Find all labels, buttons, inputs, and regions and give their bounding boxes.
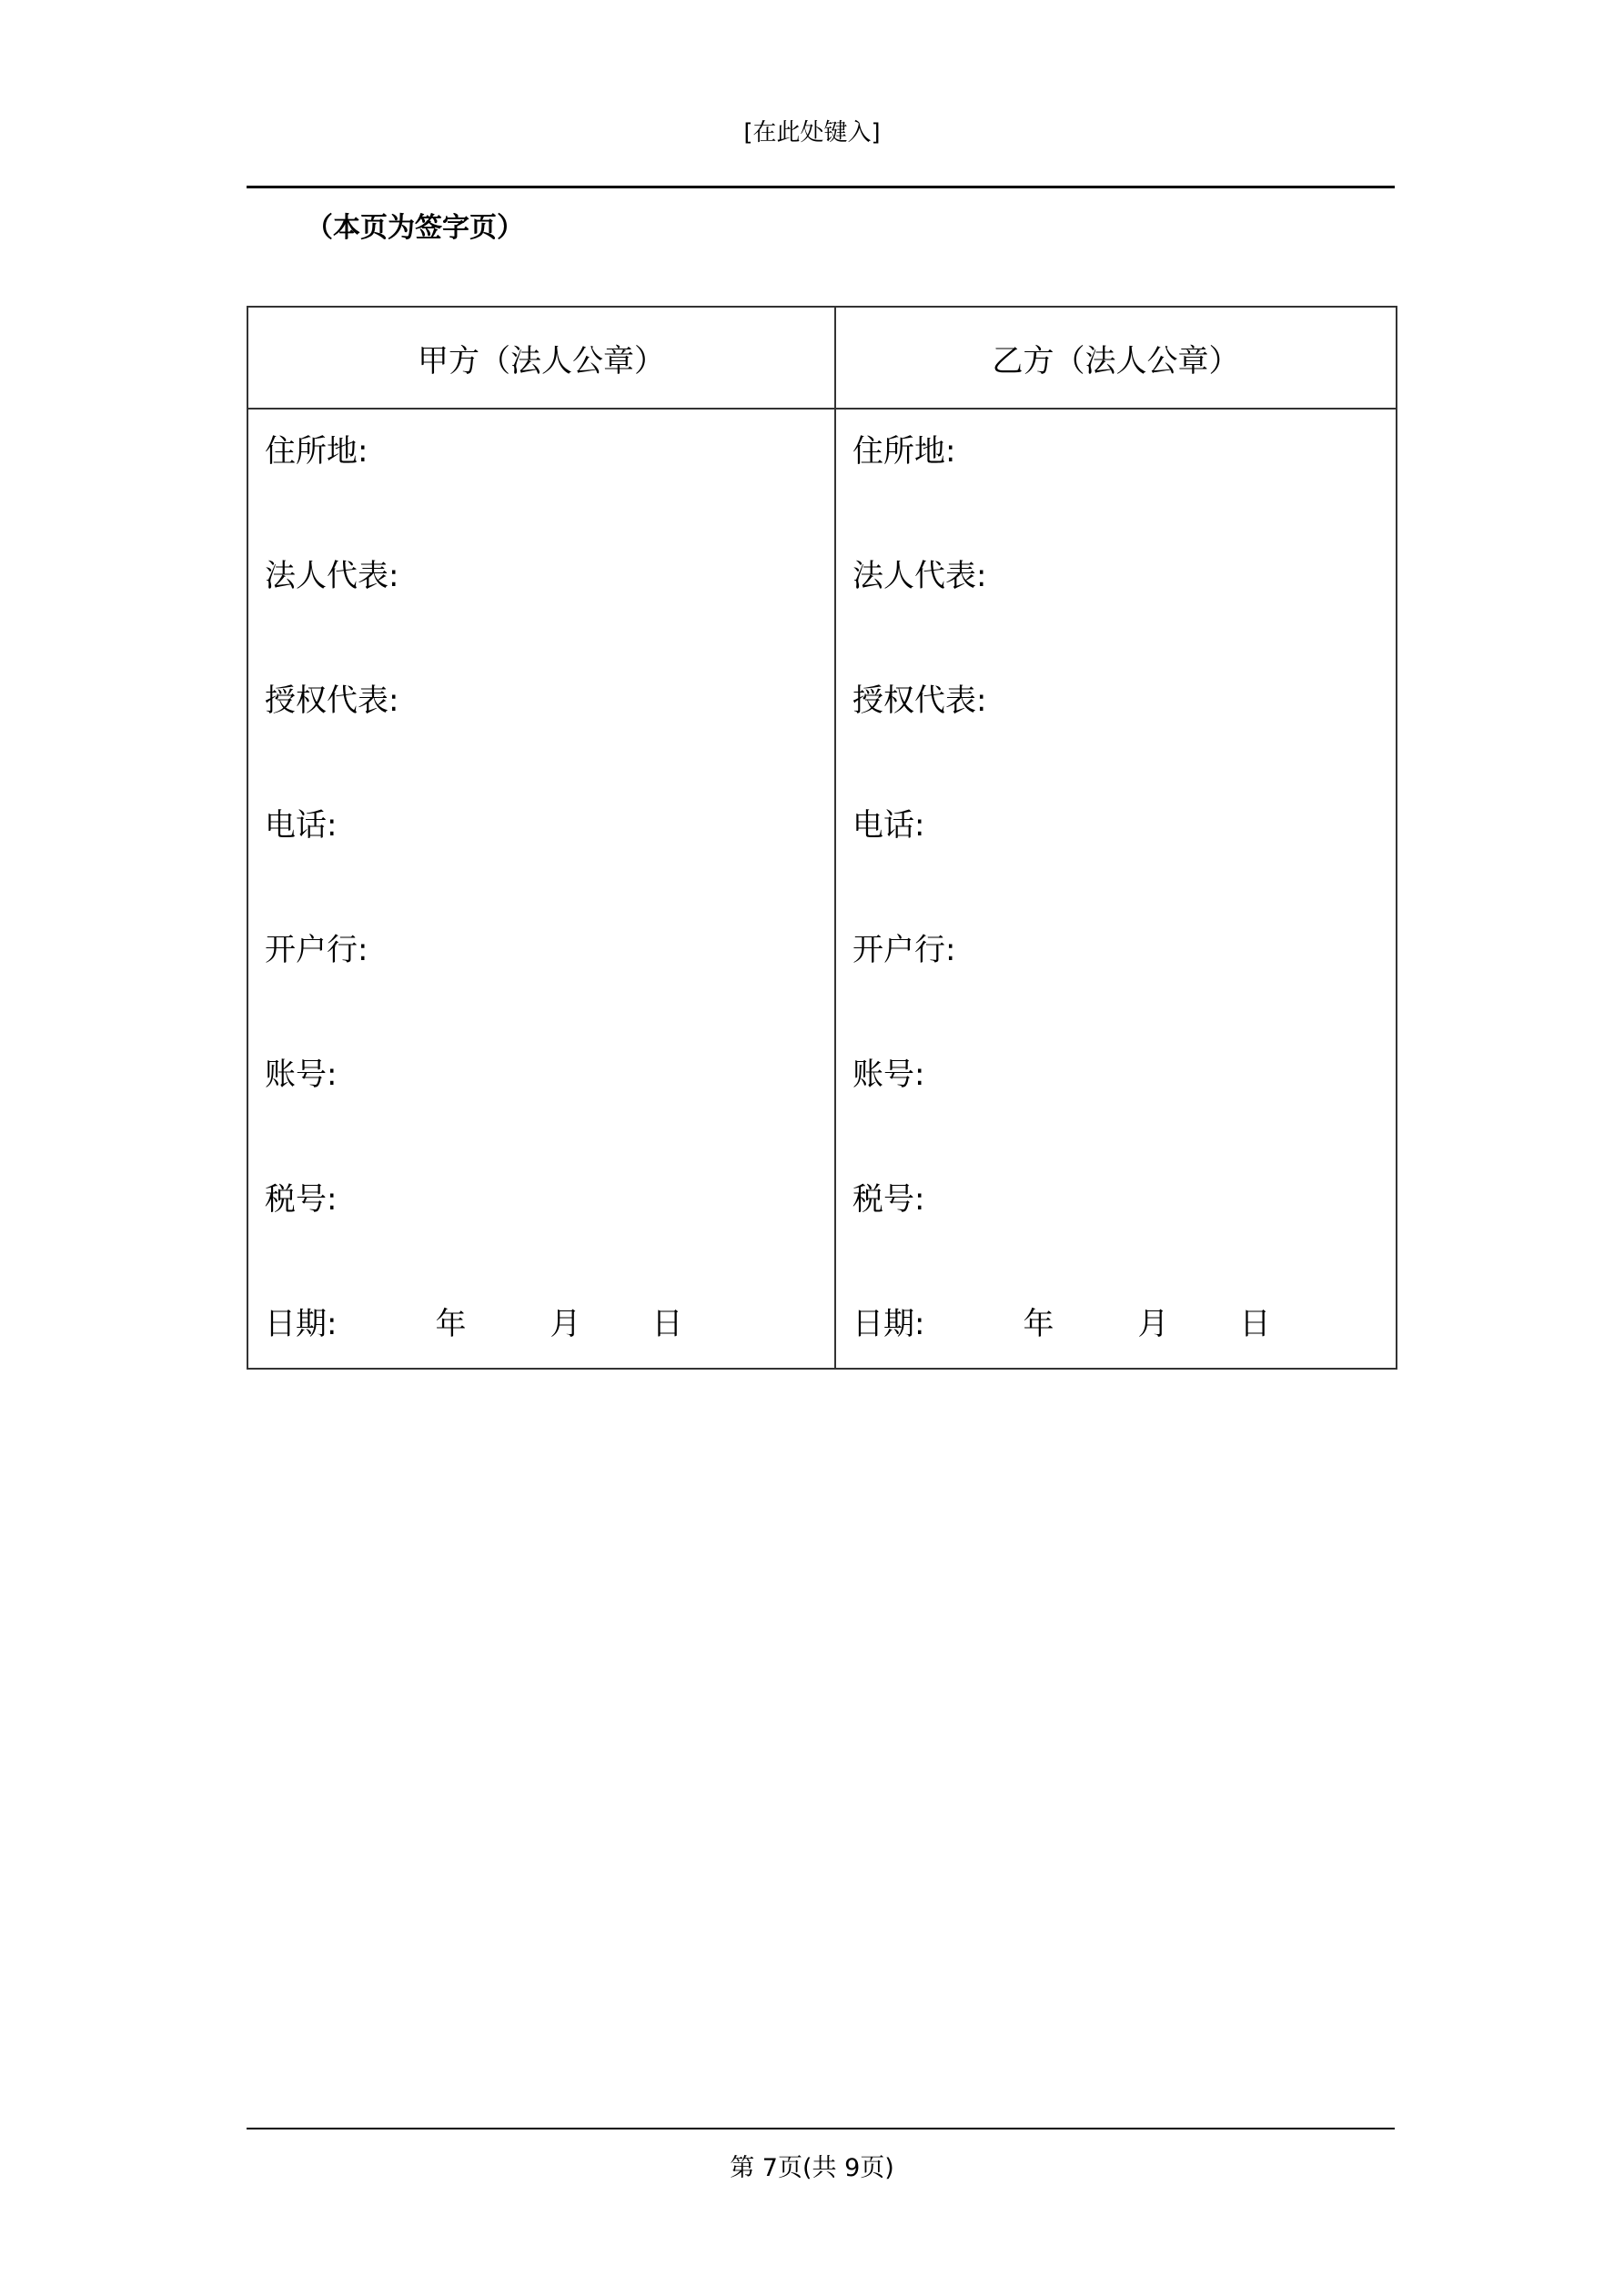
party-a-date-month: 月 [550, 1306, 581, 1342]
party-b-legal-rep-field: 法人代表: [852, 558, 987, 594]
party-a-details [247, 409, 835, 1369]
signature-table [247, 306, 1397, 1370]
party-b-account-field: 账号: [852, 1057, 925, 1093]
party-b-date-year: 年 [1023, 1306, 1054, 1342]
party-b-tax-id-field: 税号: [852, 1181, 925, 1218]
party-b-field-list [836, 410, 1396, 1357]
party-b-phone-field: 电话: [852, 807, 925, 844]
party-b-address-field: 住所地: [852, 433, 956, 470]
party-a-date-year: 年 [435, 1306, 467, 1342]
party-b-authorized-rep-field: 授权代表: [852, 683, 987, 719]
page-header: [在此处键入] [743, 119, 881, 147]
page-number: 第 7页(共 9页) [730, 2154, 894, 2182]
party-a-address-field: 住所地: [265, 433, 368, 470]
signature-table-body-row [247, 409, 1397, 1369]
party-a-date-field [265, 1302, 834, 1357]
party-a-date-day: 日 [651, 1306, 683, 1342]
party-a-phone-field: 电话: [265, 807, 338, 844]
party-a-legal-rep-field: 法人代表: [265, 558, 399, 594]
party-a-tax-id-field: 税号: [265, 1181, 338, 1218]
party-a-authorized-rep-field: 授权代表: [265, 683, 399, 719]
party-b-date-label: 日期: [852, 1306, 925, 1342]
party-b-bank-field: 开户行: [852, 932, 956, 968]
party-a-date-label: 日期: [265, 1306, 338, 1342]
party-a-bank-field: 开户行: [265, 932, 368, 968]
party-b-title: 乙方（法人公章） [835, 307, 1397, 409]
party-b-details [835, 409, 1397, 1369]
party-a-account-field: 账号: [265, 1057, 338, 1093]
party-a-title: 甲方（法人公章） [247, 307, 835, 409]
party-b-date-field [852, 1302, 1396, 1357]
party-b-date-month: 月 [1137, 1306, 1169, 1342]
party-b-date-day: 日 [1239, 1306, 1271, 1342]
footer-divider [247, 2128, 1395, 2129]
header-divider [247, 186, 1395, 188]
party-a-field-list [248, 410, 834, 1357]
signature-table-header-row [247, 307, 1397, 409]
signature-page-note: （本页为签字页） [306, 212, 524, 244]
